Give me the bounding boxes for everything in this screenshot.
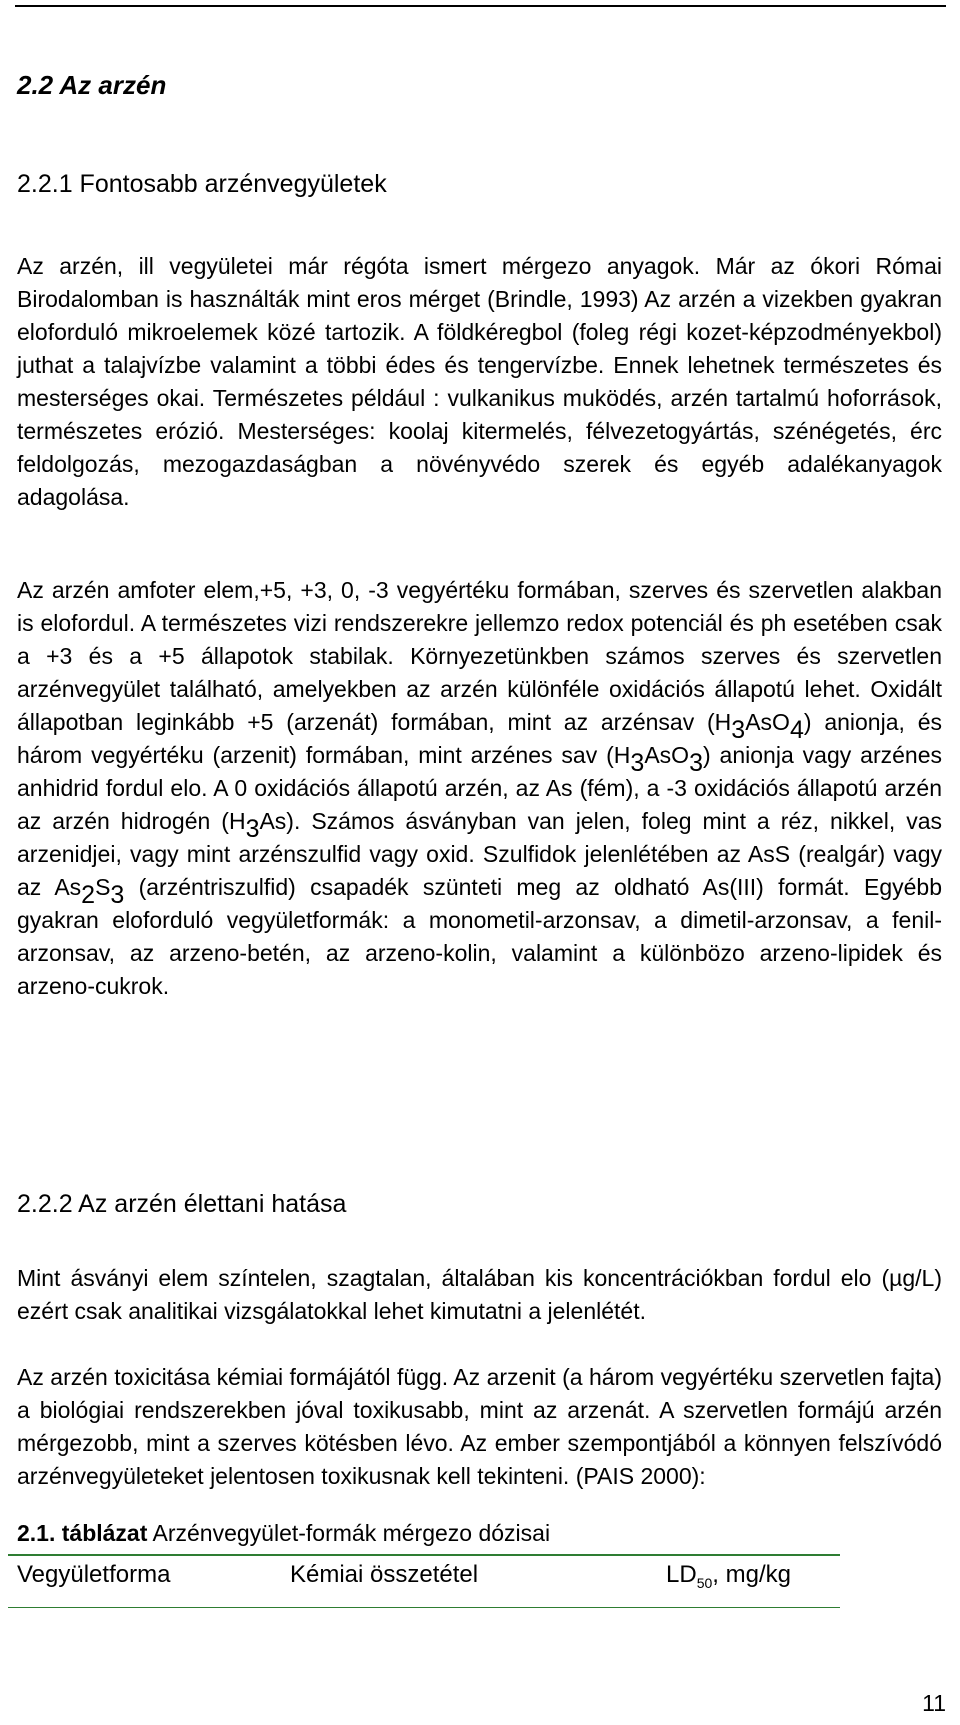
table-caption-label: 2.1. táblázat [17,1520,148,1546]
paragraph-detection: Mint ásványi elem színtelen, szagtalan, általában kis koncentrációkban fordul elo (µg/L) ezért csak analitikai vizsgálatokkal lehet kimutatni a jelenlétét. [17,1265,942,1324]
header-rule [15,5,946,7]
table-top-rule [8,1554,840,1556]
table-header-compound-form: Vegyületforma [17,1561,171,1588]
table-caption-text: Arzénvegyület-formák mérgezo dózisai [147,1520,551,1546]
section-heading: 2.2 Az arzén [17,70,167,100]
page-number: 11 [922,1690,946,1716]
table-header-rule [8,1607,840,1608]
table-header-chemical-composition: Kémiai összetétel [290,1561,479,1588]
table-header-ld50: $LD_{50}$, mg/kg [666,1561,791,1591]
table-caption [17,1517,550,1550]
paragraph-intro: Az arzén, ill vegyületei már régóta ismert mérgezo anyagok. Már az ókori Római Birodalomban is használták mint eros mérget (Brindle, 1993) Az arzén a vizekben gyakran eloforduló mikroelemek közé tartozik. A földkéregbol (foleg régi kozet-képzodményekbol) juthat a talajvízbe valamint a többi édes és tengervízbe. Ennek lehetnek természetes és mesterséges okai. Természetes például : vulkanikus muködés, arzén tartalmú hoforrások, természetes erózió. Mesterséges: koolaj kitermelés, félvezetogyártás, szénégetés, érc feldolgozás, mezogazdaságban a növényvédo szerek és egyéb adalékanyagok adagolása. [17,253,942,510]
subsection-heading-physiology: 2.2.2 Az arzén élettani hatása [17,1190,347,1218]
paragraph-oxidation-states: Az arzén amfoter elem,+5, +3, 0, -3 vegyértéku formában, szerves és szervetlen alakban is elofordul. A természetes vizi rendszerekre jellemzo redox potenciál és ph esetében csak a +3 és a +5 állapotok stabilak. Környezetünkben számos szerves és szervetlen arzénvegyület található, amelyekben az arzén különféle oxidációs állapotú lehet. Oxidált állapotban leginkább +5 (arzenát) formában, mint az arzénsav (H3AsO4) anionja, és három vegyértéku (arzenit) formában, mint arzénes sav (H3AsO3) anionja vagy arzénes anhidrid fordul elo. A 0 oxidációs állapotú arzén, az As (fém), a -3 oxidációs állapotú arzén az arzén hidrogén (H3As). Számos ásványban van jelen, foleg mint a réz, nikkel, vas arzenidjei, vagy mint arzénszulfid vagy oxid. Szulfidok jelenlétében az AsS (realgár) vagy az As2S3 (arzéntriszulfid) csapadék szünteti meg az oldható As(III) formát. Egyébb gyakran eloforduló vegyületformák: a monometil-arzonsav, a dimetil-arzonsav, a fenil-arzonsav, az arzeno-betén, az arzeno-kolin, valamint a különbözo arzeno-lipidek és arzeno-cukrok. [17,577,942,999]
paragraph-toxicity: Az arzén toxicitása kémiai formájától függ. Az arzenit (a három vegyértéku szervetlen fajta) a biológiai rendszerekben jóval toxikusabb, mint az arzenát. A szervetlen formájú arzén mérgezobb, mint a szerves kötésben lévo. Az ember szempontjából a könnyen felszívódó arzénvegyületeket jelentosen toxikusnak kell tekinteni. (PAIS 2000): [17,1364,942,1489]
subsection-heading-compounds: 2.2.1 Fontosabb arzénvegyületek [17,170,387,198]
